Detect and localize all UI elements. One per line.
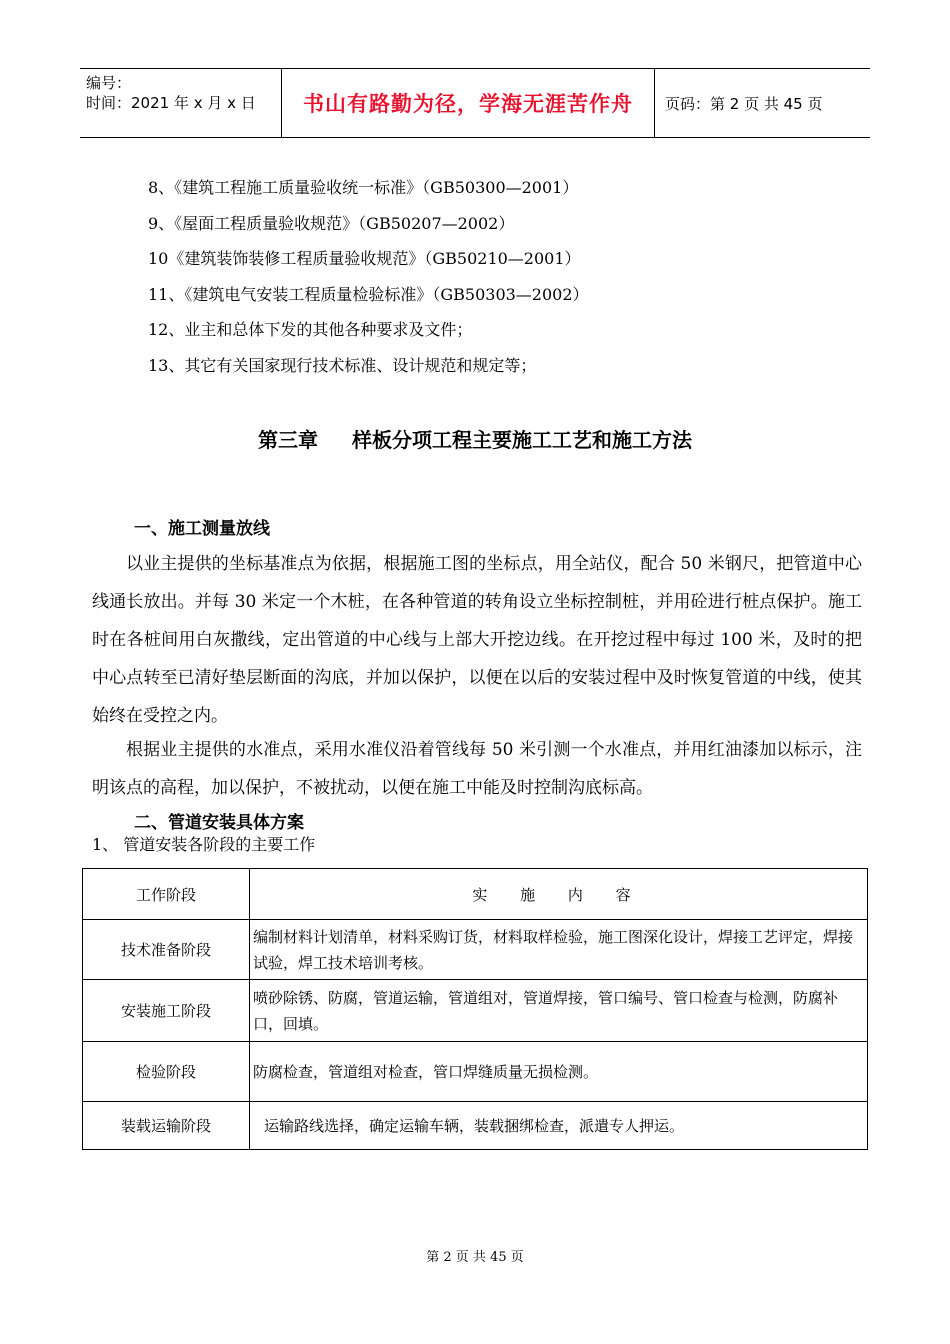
- table-cell-stage: 装载运输阶段: [83, 1102, 250, 1150]
- table-row: [83, 980, 868, 1042]
- table-cell-stage: 检验阶段: [83, 1042, 250, 1102]
- table-cell-content: 喷砂除锈、防腐，管道运输，管道组对，管道焊接，管口编号、管口检查与检测，防腐补口，回填。: [250, 980, 868, 1042]
- list-item: 11、《建筑电气安装工程质量检验标准》（GB50303—2002）: [148, 284, 589, 304]
- list-item: 13、其它有关国家现行技术标准、设计规范和规定等；: [148, 355, 537, 375]
- section-2-subtitle: 1、 管道安装各阶段的主要工作: [92, 835, 316, 854]
- table-cell-content: 防腐检查，管道组对检查，管口焊缝质量无损检测。: [250, 1042, 868, 1102]
- table-row: [83, 1042, 868, 1102]
- header-meta: [80, 69, 282, 137]
- table-row: [83, 1102, 868, 1150]
- standards-list: [148, 174, 589, 387]
- chapter-number: 第三章: [258, 428, 318, 452]
- list-item: 8、《建筑工程施工质量验收统一标准》（GB50300—2001）: [148, 178, 579, 197]
- stage-work-table: [82, 868, 868, 1150]
- list-item: 10《建筑装饰装修工程质量验收规范》（GB50210—2001）: [148, 249, 581, 268]
- table-cell-content: 运输路线选择，确定运输车辆，装载捆绑检查，派遣专人押运。: [250, 1102, 868, 1150]
- section-2-title: 二、管道安装具体方案: [134, 813, 304, 833]
- list-item: 12、业主和总体下发的其他各种要求及文件；: [148, 320, 473, 339]
- header-page-info: 页码：第 2 页 共 45 页: [665, 94, 823, 113]
- table-header-row: [83, 869, 868, 920]
- header-motto: 书山有路勤为径，学海无涯苦作舟: [303, 92, 633, 116]
- doc-number-label: 编号：: [86, 74, 132, 92]
- section-1-title: 一、施工测量放线: [134, 519, 270, 539]
- page-footer: 第 2 页 共 45 页: [426, 1250, 524, 1265]
- table-cell-stage: 安装施工阶段: [83, 980, 250, 1042]
- chapter-title: 样板分项工程主要施工工艺和施工方法: [352, 428, 692, 452]
- section-1-paragraph-1: 以业主提供的坐标基准点为依据，根据施工图的坐标点，用全站仪，配合 50 米钢尺，把管道中心线通长放出。并每 30 米定一个木桩，在各种管道的转角设立坐标控制桩，并用砼进行桩点保护。施工时在各桩间用白灰撒线，定出管道的中心线与上部大开挖边线。在开挖过程中每过 100 米，及时的把中心点转至已清好垫层断面的沟底，并加以保护，以便在以后的安装过程中及时恢复管道的中线，使其始终在受控之内。: [92, 554, 862, 726]
- section-1-paragraph-2: 根据业主提供的水准点，采用水准仪沿着管线每 50 米引测一个水准点，并用红油漆加以标示，注明该点的高程，加以保护，不被扰动，以便在施工中能及时控制沟底标高。: [92, 740, 862, 798]
- doc-time-label: 时间：2021 年 x 月 x 日: [86, 94, 256, 112]
- list-item: 9、《屋面工程质量验收规范》（GB50207—2002）: [148, 213, 515, 233]
- chapter-heading: [0, 424, 950, 453]
- table-header-stage: 工作阶段: [83, 869, 250, 920]
- header-motto-cell: [282, 69, 655, 137]
- table-cell-stage: 技术准备阶段: [83, 920, 250, 980]
- table-row: [83, 920, 868, 980]
- table-cell-content: 编制材料计划清单，材料采购订货，材料取样检验，施工图深化设计，焊接工艺评定，焊接试验，焊工技术培训考核。: [250, 920, 868, 980]
- page-header: [80, 68, 870, 138]
- table-header-content: 实 施 内 容: [250, 869, 868, 920]
